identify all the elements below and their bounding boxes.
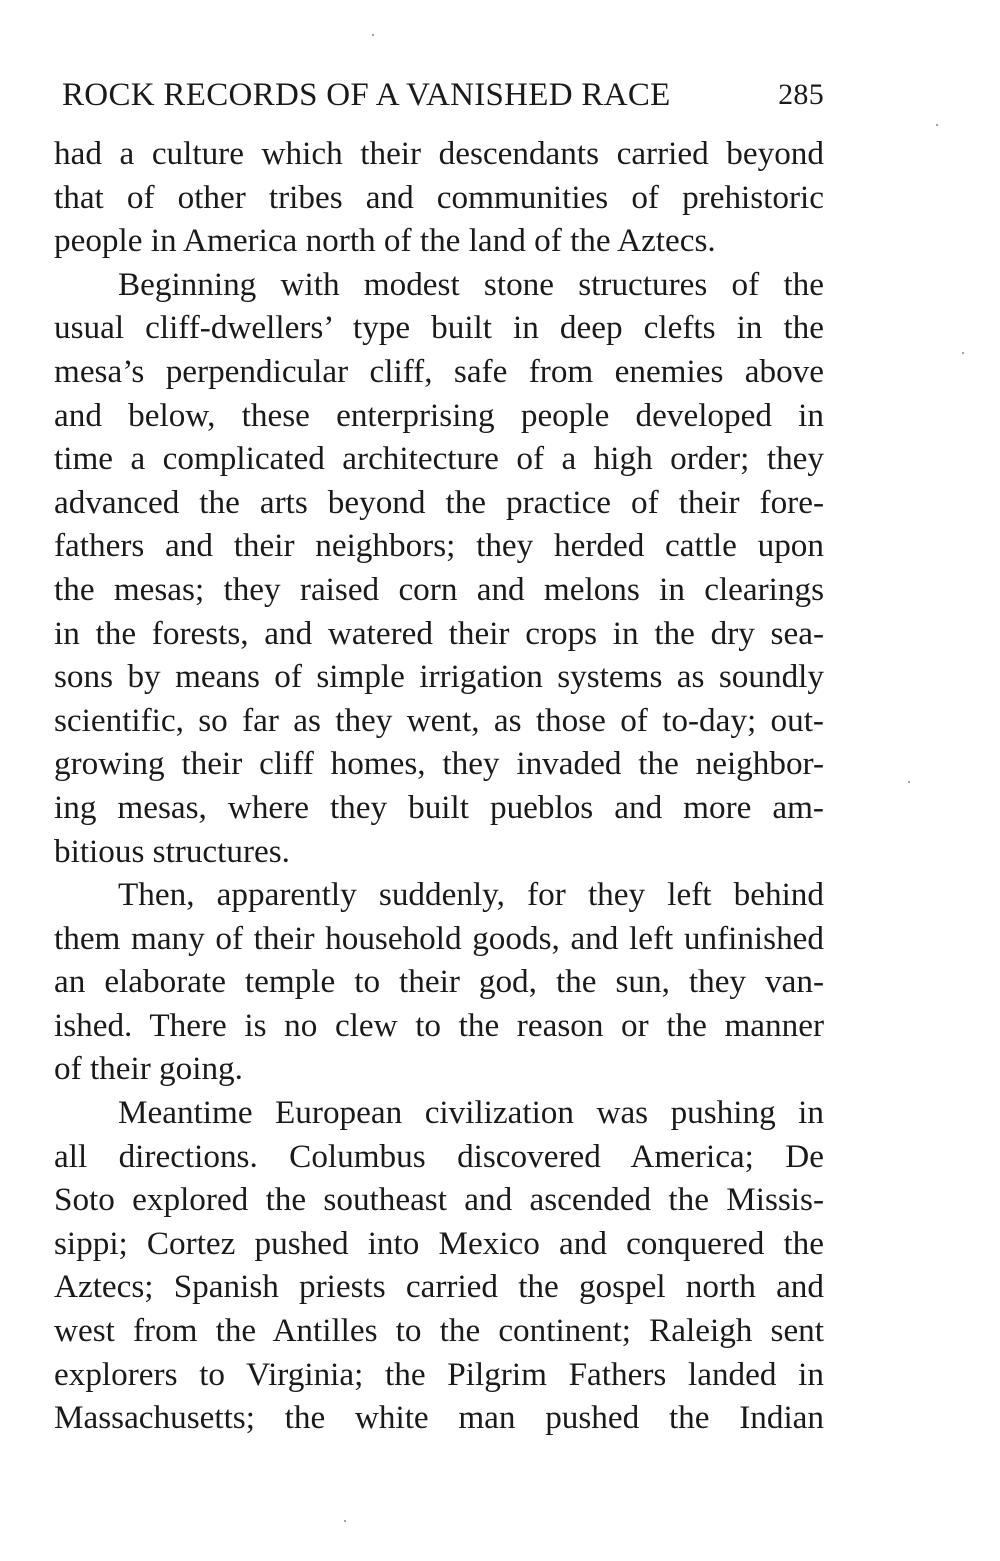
text-line: ing mesas, where they built pueblos and more am- (54, 788, 824, 826)
text-line: and below, these enterprising people developed in (54, 396, 824, 434)
text-line: mesa’s perpendicular cliff, safe from enemies above (54, 352, 824, 390)
text-line: usual cliff-dwellers’ type built in deep clefts in the (54, 309, 824, 347)
text-line: advanced the arts beyond the practice of their fore- (54, 483, 824, 521)
text-line: ished. There is no clew to the reason or the manner (54, 1006, 824, 1044)
scan-speck (908, 781, 910, 783)
text-line: people in America north of the land of the Aztecs. (54, 222, 716, 260)
text-line: sippi; Cortez pushed into Mexico and conquered the (54, 1224, 824, 1262)
text-line: of their going. (54, 1050, 243, 1088)
text-line: Massachusetts; the white man pushed the Indian (54, 1399, 824, 1437)
text-line: west from the Antilles to the continent; Raleigh sent (54, 1312, 824, 1350)
text-line: the mesas; they raised corn and melons in clearings (54, 570, 824, 608)
text-line: all directions. Columbus discovered America; De (54, 1137, 824, 1175)
text-line: that of other tribes and communities of prehistoric (54, 178, 824, 216)
text-line: them many of their household goods, and left unfinished (54, 919, 824, 957)
text-line: time a complicated architecture of a high order; they (54, 440, 824, 478)
text-line: an elaborate temple to their god, the sun, they van- (54, 963, 824, 1001)
text-line: in the forests, and watered their crops in the dry sea- (54, 614, 824, 652)
text-line: sons by means of simple irrigation systems as soundly (54, 658, 824, 696)
scan-speck (344, 1520, 346, 1522)
running-head-title: ROCK RECORDS OF A VANISHED RACE (62, 77, 671, 113)
text-line: explorers to Virginia; the Pilgrim Fathers landed in (54, 1355, 824, 1393)
text-line: Aztecs; Spanish priests carried the gospel north and (54, 1268, 824, 1306)
text-line: had a culture which their descendants carried beyond (54, 135, 824, 172)
text-line: Then, apparently suddenly, for they left behind (118, 876, 824, 914)
text-line: Beginning with modest stone structures of the (118, 265, 824, 303)
scan-speck (962, 352, 964, 354)
text-line: scientific, so far as they went, as those of to-day; out- (54, 701, 824, 739)
scan-speck (936, 124, 938, 126)
page-number: 285 (778, 78, 824, 111)
text-line: bitious structures. (54, 832, 290, 870)
text-line: Soto explored the southeast and ascended the Missis- (54, 1181, 824, 1219)
running-head (62, 70, 824, 120)
text-line: fathers and their neighbors; they herded cattle upon (54, 527, 824, 565)
text-line: growing their cliff homes, they invaded the neighbor- (54, 745, 824, 783)
text-line: Meantime European civilization was pushing in (118, 1094, 824, 1132)
body-text (54, 132, 824, 1440)
scan-speck (372, 34, 374, 36)
